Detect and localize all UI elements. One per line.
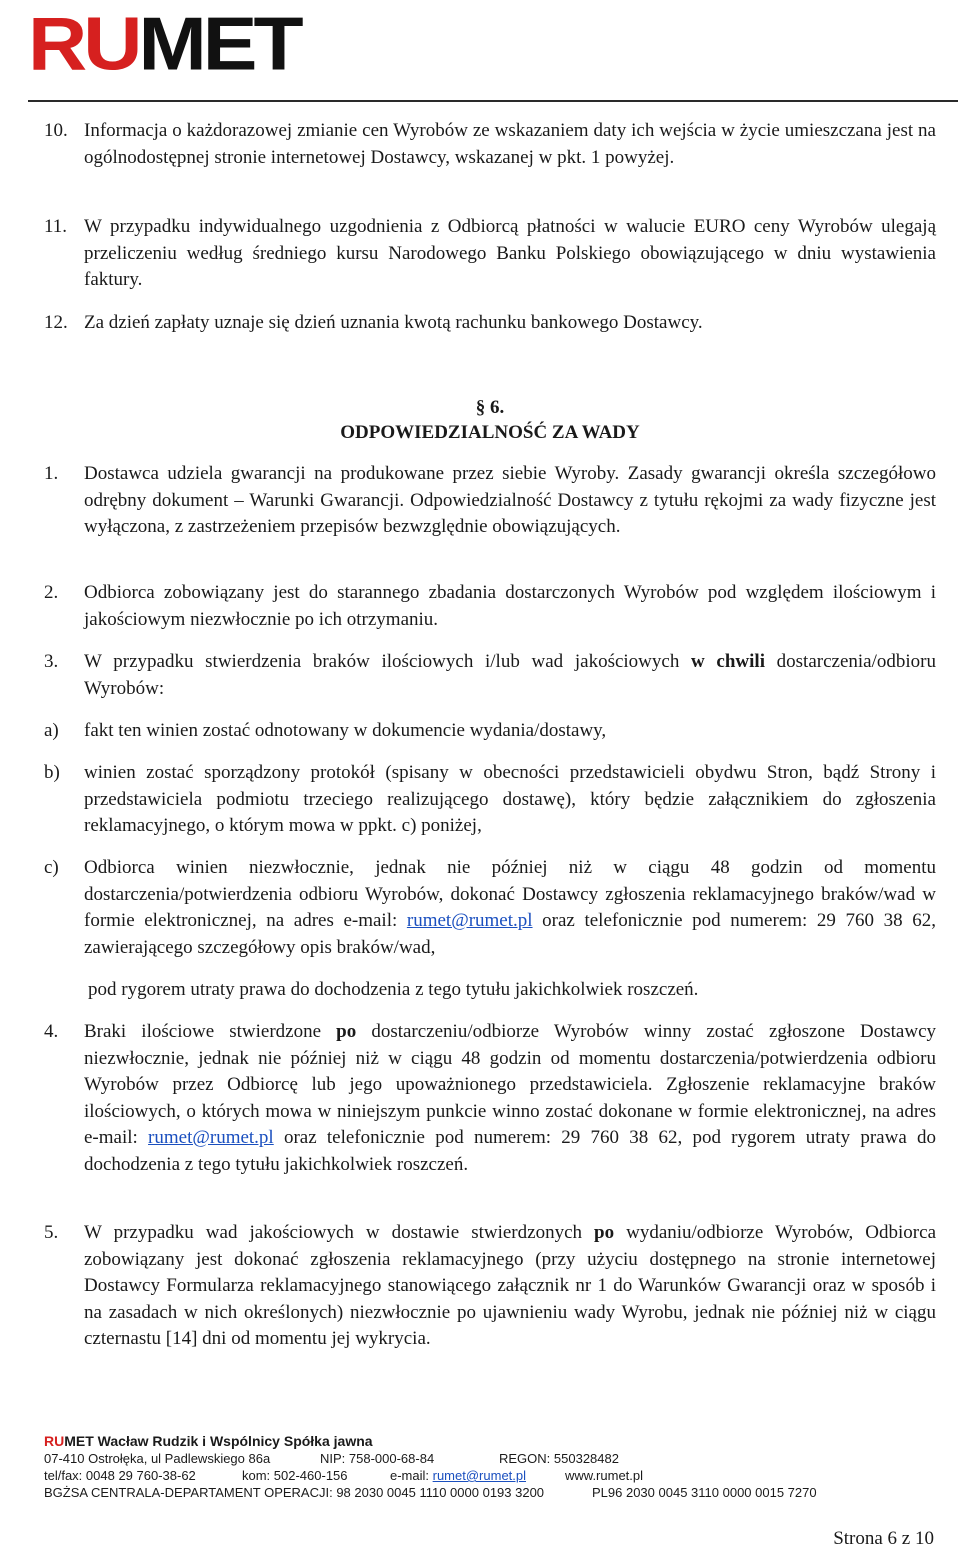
paragraph-b: winien zostać sporządzony protokół (spisany w obecności przedstawicieli obydwu Stron, bądź Strony i przedstawiciela podmiotu trzeciego realizującego dostawę), który będzie załącznikiem do zgłoszenia reklamacyjnego, o którym mowa w ppkt. c) poniżej,: [84, 762, 936, 836]
logo-ru: RU: [28, 2, 139, 87]
paragraph-c: [84, 855, 936, 961]
paragraph-a: fakt ten winien zostać odnotowany w dokumencie wydania/dostawy,: [84, 720, 607, 741]
item-number-2: 2.: [44, 582, 59, 603]
item-letter-b: b): [44, 762, 60, 783]
footer-email-label: e-mail:: [390, 1468, 433, 1483]
footer-nip: NIP: 758-000-68-84: [320, 1451, 435, 1466]
footer-tel: tel/fax: 0048 29 760-38-62: [44, 1468, 196, 1483]
paragraph-5-bold: po: [594, 1222, 615, 1243]
logo-met: MET: [138, 2, 300, 87]
paragraph-4: [84, 1019, 936, 1178]
paragraph-c-text-b: oraz telefonicznie pod numerem: 29 760 38 62, zawierającego szczegółowy opis braków/wad,: [84, 910, 936, 958]
footer-bank-account-2: PL96 2030 0045 3110 0000 0015 7270: [592, 1485, 817, 1500]
paragraph-4-text-a: Braki ilościowe stwierdzone: [84, 1021, 337, 1042]
email-link[interactable]: rumet@rumet.pl: [148, 1127, 274, 1148]
company-name-rest: MET Wacław Rudzik i Wspólnicy Spółka jawna: [64, 1433, 373, 1449]
paragraph-4-text-b: dostarczeniu/odbiorze Wyrobów winny zostać zgłoszone Dostawcy niezwłocznie, jednak nie później niż w ciągu 48 godzin od momentu dostarczenia/potwierdzenia odbioru Wyrobów przez Odbiorcę lub jego upoważnionego przedstawiciela. Zgłoszenie reklamacyjne braków ilościowych, o których mowa w niniejszym punkcie winno zostać dokonane w formie elektronicznej, na adres e-mail:: [84, 1021, 936, 1148]
item-number-3: 3.: [44, 651, 59, 672]
item-number-1: 1.: [44, 463, 59, 484]
header-divider: [28, 100, 958, 102]
paragraph-3-text-a: W przypadku stwierdzenia braków ilościowych i/lub wad jakościowych: [84, 651, 692, 672]
paragraph-1: Dostawca udziela gwarancji na produkowane przez siebie Wyroby. Zasady gwarancji określa szczegółowo odrębny dokument – Warunki Gwarancji. Odpowiedzialność Dostawcy z tytułu rękojmi za wady fizyczne jest wyłączona, z zastrzeżeniem przepisów bezwzględnie obowiązujących.: [84, 463, 936, 537]
footer-regon: REGON: 550328482: [499, 1451, 619, 1466]
paragraph-3-text-b: dostarczenia/odbioru Wyrobów:: [84, 651, 936, 699]
footer-address: 07-410 Ostrołęka, ul Padlewskiego 86a: [44, 1451, 271, 1466]
paragraph-11: W przypadku indywidualnego uzgodnienia z Odbiorcą płatności w walucie EURO ceny Wyrobów ulegają przeliczeniu według średniego kursu Narodowego Banku Polskiego obowiązującego w dniu wystawienia faktury.: [84, 216, 936, 290]
paragraph-4-bold: po: [336, 1021, 357, 1042]
section-number: § 6.: [475, 397, 505, 418]
paragraph-2: Odbiorca zobowiązany jest do starannego zbadania dostarczonych Wyrobów pod względem ilościowym i jakościowym niezwłocznie po ich otrzymaniu.: [84, 582, 936, 630]
item-number-10: 10.: [44, 120, 68, 141]
company-name: [44, 1433, 373, 1450]
paragraph-c-continuation: pod rygorem utraty prawa do dochodzenia z tego tytułu jakichkolwiek roszczeń.: [88, 979, 699, 1000]
item-number-12: 12.: [44, 312, 68, 333]
paragraph-5: [84, 1220, 936, 1353]
page-number: Strona 6 z 10: [833, 1528, 934, 1549]
paragraph-12: Za dzień zapłaty uznaje się dzień uznania kwotą rachunku bankowego Dostawcy.: [84, 312, 703, 333]
item-number-5: 5.: [44, 1222, 59, 1243]
paragraph-c-text-a: Odbiorca winien niezwłocznie, jednak nie później niż w ciągu 48 godzin od momentu dostarczenia/potwierdzenia odbioru Wyrobów, dokonać Dostawcy zgłoszenia reklamacyjnego braków/wad w formie elektronicznej, na adres e-mail:: [84, 857, 936, 931]
email-link[interactable]: rumet@rumet.pl: [406, 910, 533, 931]
paragraph-5-text-a: W przypadku wad jakościowych w dostawie stwierdzonych: [84, 1222, 595, 1243]
section-title: ODPOWIEDZIALNOŚĆ ZA WADY: [340, 422, 640, 443]
footer-kom: kom: 502-460-156: [242, 1468, 348, 1483]
item-number-4: 4.: [44, 1021, 59, 1042]
footer-email-link[interactable]: rumet@rumet.pl: [432, 1468, 527, 1483]
footer-bank-account-1: BGŻSA CENTRALA-DEPARTAMENT OPERACJI: 98 2030 0045 1110 0000 0193 3200: [44, 1485, 545, 1500]
paragraph-3-bold: w chwili: [691, 651, 765, 672]
paragraph-5-text-b: wydaniu/odbiorze Wyrobów, Odbiorca zobowiązany jest dokonać zgłoszenia reklamacyjnego (przy użyciu dostępnego na stronie internetowej Dostawcy Formularza reklamacyjnego stanowiącego załącznik nr 1 do Warunków Gwarancji oraz w sposób i na zasadach w nich określonych) niezwłocznie po ujawnieniu wady Wyrobu, jednak nie później niż w ciągu czternastu [14] dni od momentu jej wykrycia.: [84, 1222, 936, 1349]
footer-email: [390, 1467, 526, 1484]
paragraph-10: Informacja o każdorazowej zmianie cen Wyrobów ze wskazaniem daty ich wejścia w życie umieszczana jest na ogólnodostępnej stronie internetowej Dostawcy, wskazanej w pkt. 1 powyżej.: [84, 120, 936, 168]
item-letter-a: a): [44, 720, 59, 741]
rumet-logo: [28, 2, 300, 87]
footer-www[interactable]: www.rumet.pl: [565, 1468, 644, 1483]
paragraph-3: [84, 649, 936, 702]
paragraph-4-text-c: oraz telefonicznie pod numerem: 29 760 38 62, pod rygorem utraty prawa do dochodzenia z tego tytułu jakichkolwiek roszczeń.: [84, 1127, 936, 1175]
item-number-11: 11.: [44, 216, 68, 237]
item-letter-c: c): [44, 857, 59, 878]
company-name-ru: RU: [44, 1433, 65, 1449]
